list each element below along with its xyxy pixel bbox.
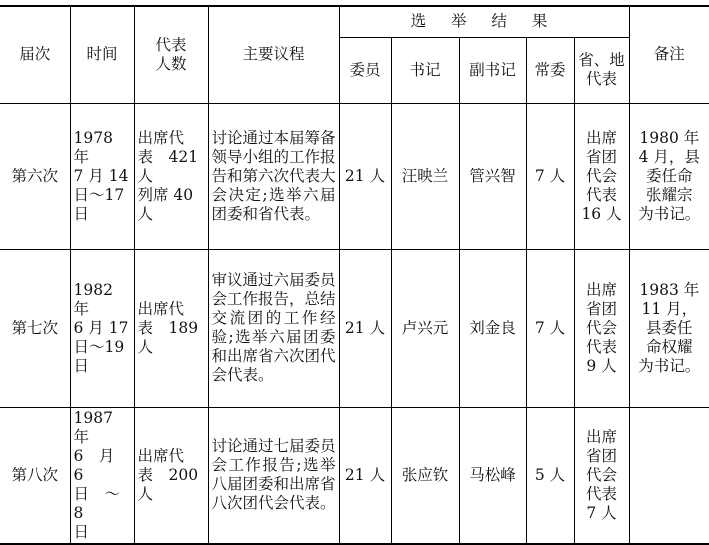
header-committee: 委员 bbox=[339, 37, 391, 103]
header-election-results: 选 举 结 果 bbox=[339, 6, 629, 37]
cell-agenda: 审议通过六届委员会工作报告，总结交流团的工作经验;选举六届团委和出席省六次团代会代表。 bbox=[208, 249, 339, 407]
cell-committee: 21 人 bbox=[339, 249, 391, 407]
cell-provincial-delegates: 出席 省团 代会 代表 7 人 bbox=[574, 407, 629, 544]
header-deputy-secretary: 副书记 bbox=[459, 37, 526, 103]
cell-provincial-delegates: 出席 省团 代会 代表 16 人 bbox=[574, 103, 629, 249]
cell-agenda: 讨论通过七届委员会工作报告;选举八届团委和出席省八次团代会代表。 bbox=[208, 407, 339, 544]
cell-remarks bbox=[629, 407, 709, 544]
table-row bbox=[0, 249, 709, 407]
cell-standing: 5 人 bbox=[526, 407, 574, 544]
cell-deputy-secretary: 刘金良 bbox=[459, 249, 526, 407]
header-secretary: 书记 bbox=[391, 37, 459, 103]
table-row bbox=[0, 103, 709, 249]
cell-secretary: 汪映兰 bbox=[391, 103, 459, 249]
cell-session: 第七次 bbox=[0, 249, 70, 407]
cell-provincial-delegates: 出席 省团 代会 代表 9 人 bbox=[574, 249, 629, 407]
cell-delegates: 出席代 表 421 人 列席 40 人 bbox=[134, 103, 208, 249]
cell-agenda: 讨论通过本届筹备领导小组的工作报告和第六次代表大会决定;选举六届团委和省代表。 bbox=[208, 103, 339, 249]
cell-remarks: 1980 年 4 月，县 委任命 张耀宗 为书记。 bbox=[629, 103, 709, 249]
cell-deputy-secretary: 管兴智 bbox=[459, 103, 526, 249]
cell-time: 1982 年 6 月 17 日～19 日 bbox=[70, 249, 134, 407]
cell-secretary: 卢兴元 bbox=[391, 249, 459, 407]
header-session: 届次 bbox=[0, 6, 70, 103]
cell-session: 第六次 bbox=[0, 103, 70, 249]
cell-delegates: 出席代 表 189 人 bbox=[134, 249, 208, 407]
cell-standing: 7 人 bbox=[526, 249, 574, 407]
header-remarks: 备注 bbox=[629, 6, 709, 103]
header-time: 时间 bbox=[70, 6, 134, 103]
cell-time: 1987 年 6 月 6 日 ～ 8 日 bbox=[70, 407, 134, 544]
cell-time: 1978 年 7 月 14 日～17 日 bbox=[70, 103, 134, 249]
cell-delegates: 出席代 表 200 人 bbox=[134, 407, 208, 544]
cell-remarks: 1983 年 11 月， 县委任 命权耀 为书记。 bbox=[629, 249, 709, 407]
header-provincial-delegates: 省、地 代表 bbox=[574, 37, 629, 103]
cell-standing: 7 人 bbox=[526, 103, 574, 249]
cell-secretary: 张应钦 bbox=[391, 407, 459, 544]
cell-deputy-secretary: 马松峰 bbox=[459, 407, 526, 544]
header-row-1 bbox=[0, 6, 709, 37]
cell-committee: 21 人 bbox=[339, 103, 391, 249]
header-agenda: 主要议程 bbox=[208, 6, 339, 103]
cell-committee: 21 人 bbox=[339, 407, 391, 544]
header-delegates: 代表 人数 bbox=[134, 6, 208, 103]
congress-table bbox=[0, 5, 709, 545]
table-row bbox=[0, 407, 709, 544]
cell-session: 第八次 bbox=[0, 407, 70, 544]
header-standing: 常委 bbox=[526, 37, 574, 103]
